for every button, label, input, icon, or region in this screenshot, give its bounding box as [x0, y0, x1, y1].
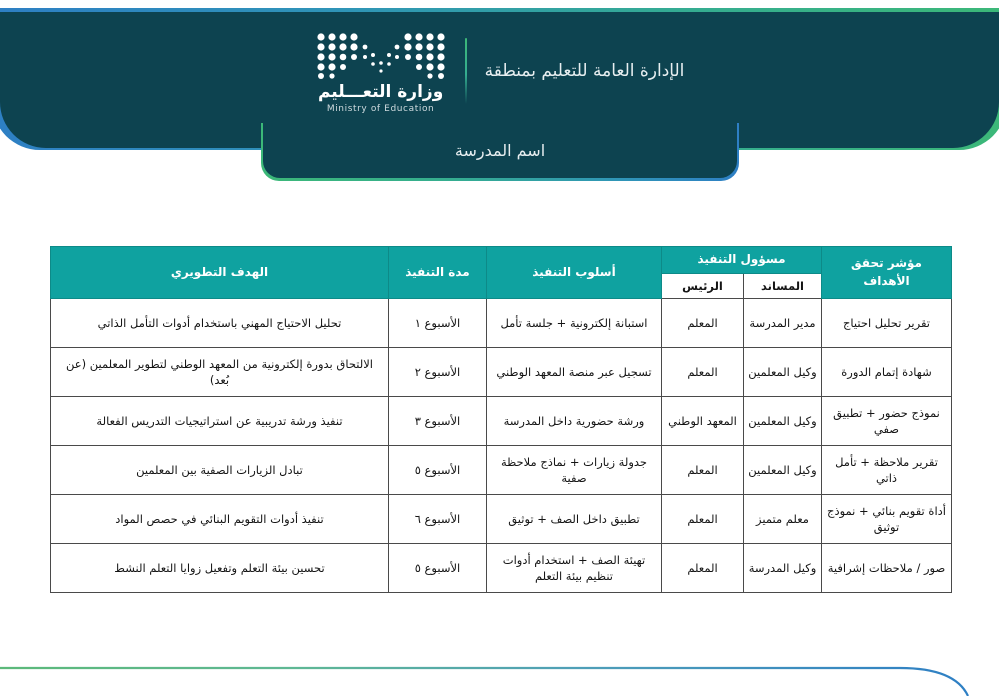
cell-method: جدولة زيارات + نماذج ملاحظة صفية [486, 446, 661, 495]
col-header-indicator: مؤشر تحقق الأهداف [822, 247, 952, 299]
cell-duration: الأسبوع ٣ [388, 397, 486, 446]
cell-duration: الأسبوع ٦ [388, 495, 486, 544]
cell-method: تطبيق داخل الصف + توثيق [486, 495, 661, 544]
cell-support: معلم متميز [744, 495, 822, 544]
cell-goal: تحليل الاحتياج المهني باستخدام أدوات التأمل الذاتي [50, 299, 388, 348]
cell-main: المعلم [661, 299, 743, 348]
school-name-box [263, 123, 737, 178]
cell-main: المعلم [661, 348, 743, 397]
col-header-support: المساند [744, 274, 822, 299]
col-header-method: أسلوب التنفيذ [486, 247, 661, 299]
cell-support: وكيل المعلمين [744, 446, 822, 495]
moe-dot-matrix-icon [315, 31, 447, 79]
development-plan-table [50, 246, 952, 593]
development-plan-table-container [49, 246, 952, 608]
logo-arabic-text: وزارة التعـــليم [317, 81, 444, 102]
footer-decorative-curve [0, 640, 999, 696]
cell-method: تهيئة الصف + استخدام أدوات تنظيم بيئة التعلم [486, 544, 661, 593]
cell-method: ورشة حضورية داخل المدرسة [486, 397, 661, 446]
cell-method: تسجيل عبر منصة المعهد الوطني [486, 348, 661, 397]
cell-indicator: أداة تقويم بنائي + نموذج توثيق [822, 495, 952, 544]
cell-method: استبانة إلكترونية + جلسة تأمل [486, 299, 661, 348]
cell-support: وكيل المعلمين [744, 348, 822, 397]
table-row [50, 495, 951, 544]
cell-indicator: تقرير ملاحظة + تأمل ذاتي [822, 446, 952, 495]
cell-indicator: تقرير تحليل احتياج [822, 299, 952, 348]
table-row [50, 299, 951, 348]
cell-goal: تبادل الزيارات الصفية بين المعلمين [50, 446, 388, 495]
cell-duration: الأسبوع ١ [388, 299, 486, 348]
cell-duration: الأسبوع ٥ [388, 446, 486, 495]
cell-duration: الأسبوع ٢ [388, 348, 486, 397]
cell-goal: تنفيذ أدوات التقويم البنائي في حصص المواد [50, 495, 388, 544]
table-header [50, 247, 951, 299]
table-row [50, 446, 951, 495]
table-row [50, 397, 951, 446]
logo-english-text: Ministry of Education [326, 103, 435, 114]
cell-support: وكيل المدرسة [744, 544, 822, 593]
table-body [50, 299, 951, 593]
cell-goal: تنفيذ ورشة تدريبية عن استراتيجيات التدريس الفعالة [50, 397, 388, 446]
ministry-of-education-logo [315, 29, 447, 114]
cell-main: المعلم [661, 446, 743, 495]
col-header-responsible: مسؤول التنفيذ [661, 247, 821, 274]
col-header-main: الرئيس [661, 274, 743, 299]
school-name-label: اسم المدرسة [454, 141, 546, 160]
cell-goal: الالتحاق بدورة إلكترونية من المعهد الوطني لتطوير المعلمين (عن بُعد) [50, 348, 388, 397]
education-administration-title: الإدارة العامة للتعليم بمنطقة [484, 61, 685, 81]
cell-support: مدير المدرسة [744, 299, 822, 348]
table-row [50, 348, 951, 397]
cell-main: المعلم [661, 544, 743, 593]
table-row [50, 544, 951, 593]
cell-support: وكيل المعلمين [744, 397, 822, 446]
logo-divider [465, 38, 467, 104]
col-header-duration: مدة التنفيذ [388, 247, 486, 299]
cell-goal: تحسين بيئة التعلم وتفعيل زوايا التعلم النشط [50, 544, 388, 593]
cell-indicator: صور / ملاحظات إشرافية [822, 544, 952, 593]
cell-main: المعهد الوطني [661, 397, 743, 446]
cell-indicator: شهادة إتمام الدورة [822, 348, 952, 397]
cell-main: المعلم [661, 495, 743, 544]
col-header-goal: الهدف التطويري [50, 247, 388, 299]
cell-indicator: نموذج حضور + تطبيق صفي [822, 397, 952, 446]
page-header [0, 10, 999, 160]
cell-duration: الأسبوع ٥ [388, 544, 486, 593]
